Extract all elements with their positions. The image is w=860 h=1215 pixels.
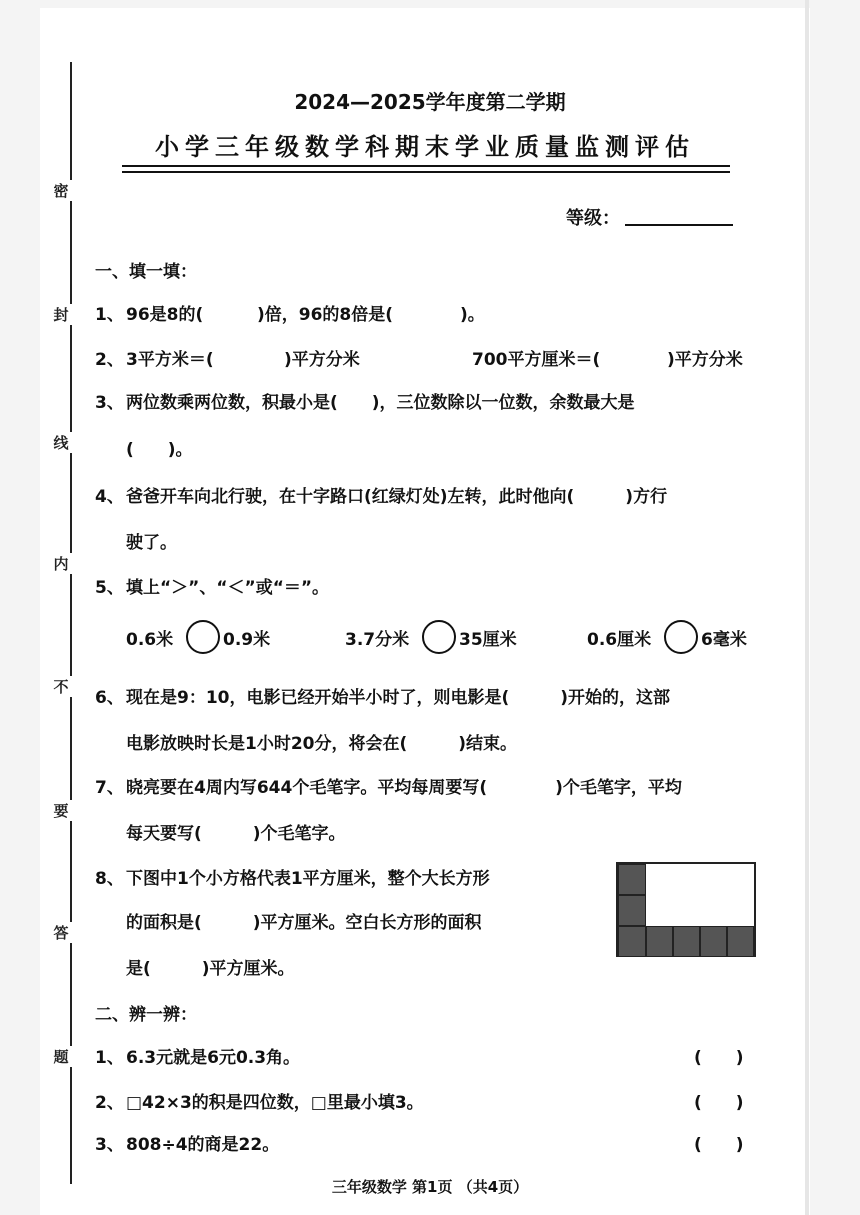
question-text: 是( )平方厘米。 xyxy=(126,959,295,979)
seal-char: 内 xyxy=(50,553,72,574)
seal-char: 密 xyxy=(50,180,72,201)
question-text: 两位数乘两位数，积最小是( )，三位数除以一位数，余数最大是 xyxy=(126,393,635,413)
seal-char: 题 xyxy=(50,1046,72,1067)
question-text: ( )。 xyxy=(126,440,193,460)
compare-right: 0.9米 xyxy=(223,630,271,650)
question-text: 每天要写( )个毛笔字。 xyxy=(126,824,346,844)
grid-square xyxy=(618,926,646,957)
question-text: 填上“＞”、“＜”或“＝”。 xyxy=(126,578,330,598)
question-text: )平方分米 xyxy=(284,350,360,370)
seal-char: 答 xyxy=(50,922,72,943)
question-text: □42×3的积是四位数，□里最小填3。 xyxy=(126,1093,424,1113)
grid-square xyxy=(646,926,673,957)
question-number: 1、 xyxy=(95,1048,124,1068)
question-number: 5、 xyxy=(95,578,124,598)
scan-edge xyxy=(805,0,809,1215)
question-text: 晓亮要在4周内写644个毛笔字。平均每周要写( )个毛笔字，平均 xyxy=(126,778,682,798)
compare-left: 0.6米 xyxy=(126,630,174,650)
question-text: 现在是9：10，电影已经开始半小时了，则电影是( )开始的，这部 xyxy=(126,688,671,708)
question-number: 1、 xyxy=(95,305,124,325)
question-number: 6、 xyxy=(95,688,124,708)
section-heading: 二、辨一辨： xyxy=(95,1005,197,1025)
question-text: 700平方厘米＝( xyxy=(472,350,601,370)
seal-char: 封 xyxy=(50,304,72,325)
compare-circle[interactable] xyxy=(664,620,698,654)
question-number: 3、 xyxy=(95,1135,124,1155)
page-footer: 三年级数学 第1页 （共4页） xyxy=(331,1178,529,1196)
area-grid-figure xyxy=(616,862,756,957)
question-text: 6.3元就是6元0.3角。 xyxy=(126,1048,301,1068)
question-number: 7、 xyxy=(95,778,124,798)
compare-circle[interactable] xyxy=(422,620,456,654)
seal-char: 线 xyxy=(50,432,72,453)
grade-label: 等级： xyxy=(566,208,620,229)
question-text: 96是8的( xyxy=(126,305,204,325)
title-rule xyxy=(122,165,730,167)
question-text: 808÷4的商是22。 xyxy=(126,1135,280,1155)
question-text: )倍，96的8倍是( xyxy=(257,305,394,325)
grid-square xyxy=(700,926,727,957)
question-number: 2、 xyxy=(95,1093,124,1113)
compare-right: 35厘米 xyxy=(459,630,517,650)
question-text: 的面积是( )平方厘米。空白长方形的面积 xyxy=(126,913,482,933)
true-false-mark[interactable]: ( ) xyxy=(694,1048,744,1068)
grid-square xyxy=(618,895,646,926)
grid-square xyxy=(618,864,646,895)
main-title: 小学三年级数学科期末学业质量监测评估 xyxy=(155,133,695,161)
question-text: 爸爸开车向北行驶，在十字路口(红绿灯处)左转，此时他向( )方行 xyxy=(126,487,668,507)
true-false-mark[interactable]: ( ) xyxy=(694,1135,744,1155)
section-heading: 一、填一填： xyxy=(95,262,197,282)
question-number: 2、 xyxy=(95,350,124,370)
seal-char: 不 xyxy=(50,676,72,697)
compare-circle[interactable] xyxy=(186,620,220,654)
year-title: 2024—2025学年度第二学期 xyxy=(294,90,566,114)
question-text: 3平方米＝( xyxy=(126,350,214,370)
compare-right: 6毫米 xyxy=(701,630,747,650)
question-text: 电影放映时长是1小时20分，将会在( )结束。 xyxy=(126,734,518,754)
exam-paper xyxy=(40,8,810,1215)
question-number: 4、 xyxy=(95,487,124,507)
grid-square xyxy=(673,926,700,957)
question-number: 8、 xyxy=(95,869,124,889)
true-false-mark[interactable]: ( ) xyxy=(694,1093,744,1113)
seal-line xyxy=(70,62,72,1184)
grade-blank[interactable] xyxy=(625,224,733,226)
question-text: 驶了。 xyxy=(126,533,177,553)
seal-char: 要 xyxy=(50,800,72,821)
question-number: 3、 xyxy=(95,393,124,413)
grid-square xyxy=(727,926,754,957)
title-rule xyxy=(122,171,730,173)
compare-left: 0.6厘米 xyxy=(587,630,652,650)
question-text: )。 xyxy=(460,305,485,325)
compare-left: 3.7分米 xyxy=(345,630,410,650)
question-text: 下图中1个小方格代表1平方厘米，整个大长方形 xyxy=(126,869,490,889)
question-text: )平方分米 xyxy=(667,350,743,370)
